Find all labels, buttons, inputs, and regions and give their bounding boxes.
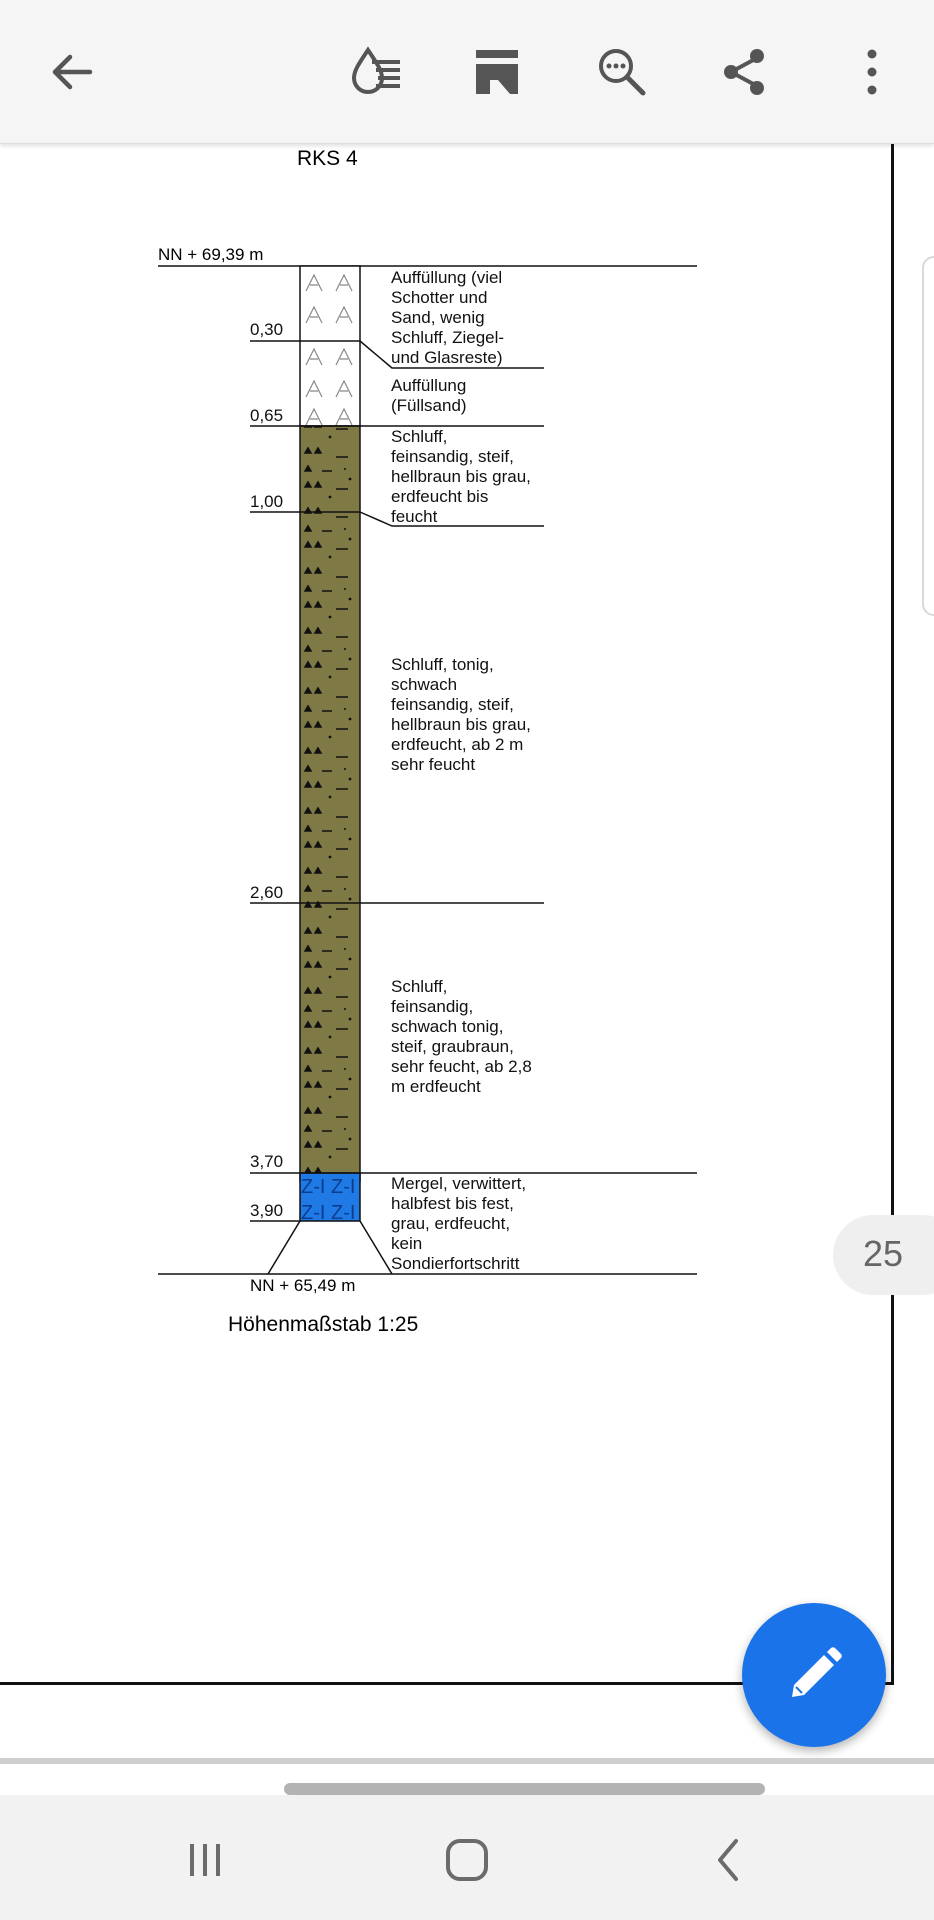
layer-description-4: Schluff, tonig, schwach feinsandig, steif, hellbraun bis grau, erdfeucht, ab 2 m sehr feucht (391, 655, 531, 774)
page-layout-icon (470, 44, 526, 100)
share-icon (717, 44, 773, 100)
reading-mode-button[interactable] (340, 36, 412, 108)
depth-label: 2,60 (250, 883, 284, 902)
arrow-left-icon (44, 44, 100, 100)
horizontal-divider (0, 1758, 934, 1764)
depth-label: 3,70 (250, 1152, 284, 1171)
depth-label: 1,00 (250, 492, 284, 511)
droplet-text-icon (348, 44, 404, 100)
share-button[interactable] (709, 36, 781, 108)
more-options-button[interactable] (836, 36, 908, 108)
layer-description-6: Mergel, verwittert, halbfest bis fest, grau, erdfeucht, kein Sondierfortschritt (391, 1174, 527, 1273)
top-elevation: NN + 69,39 m (158, 245, 264, 264)
back-button[interactable] (36, 36, 108, 108)
page-number: 25 (863, 1233, 904, 1274)
home-button[interactable] (422, 1825, 512, 1895)
home-icon (442, 1835, 492, 1885)
scale-label: Höhenmaßstab 1:25 (228, 1313, 419, 1336)
svg-text:Z-I Z-I: Z-I Z-I (301, 1202, 356, 1224)
layer-description-3: Schluff, feinsandig, steif, hellbraun bis grau, erdfeucht bis feucht (391, 427, 531, 526)
layer-description-5: Schluff, feinsandig, schwach tonig, steif, graubraun, sehr feucht, ab 2,8 m erdfeucht (391, 977, 532, 1096)
nav-back-icon (704, 1835, 754, 1885)
depth-label: 0,65 (250, 406, 284, 425)
layer-description-2: Auffüllung (Füllsand) (391, 376, 467, 415)
system-navigation-bar (0, 1795, 934, 1920)
pencil-icon (782, 1643, 846, 1707)
more-vertical-icon (844, 44, 900, 100)
log-title: RKS 4 (297, 147, 358, 170)
bottom-elevation: NN + 65,49 m (250, 1276, 356, 1295)
borehole-log-drawing (0, 143, 934, 1763)
page-layout-button[interactable] (462, 36, 534, 108)
layer-description-1: Auffüllung (viel Schotter und Sand, wenig Schluff, Ziegel- und Glasreste) (391, 268, 505, 367)
page-border (891, 143, 894, 1685)
edit-fab-button[interactable] (742, 1603, 886, 1747)
svg-text:Z-I Z-I: Z-I Z-I (301, 1176, 356, 1198)
search-icon (594, 44, 650, 100)
horizontal-scrollbar[interactable] (284, 1783, 765, 1795)
nav-back-button[interactable] (684, 1825, 774, 1895)
depth-label: 3,90 (250, 1201, 284, 1220)
search-button[interactable] (586, 36, 658, 108)
recents-icon (180, 1835, 230, 1885)
top-toolbar (0, 0, 934, 144)
document-page[interactable] (0, 143, 934, 1763)
side-panel-handle[interactable] (922, 256, 934, 616)
recents-button[interactable] (160, 1825, 250, 1895)
depth-label: 0,30 (250, 320, 284, 339)
page-number-badge[interactable] (833, 1215, 934, 1295)
